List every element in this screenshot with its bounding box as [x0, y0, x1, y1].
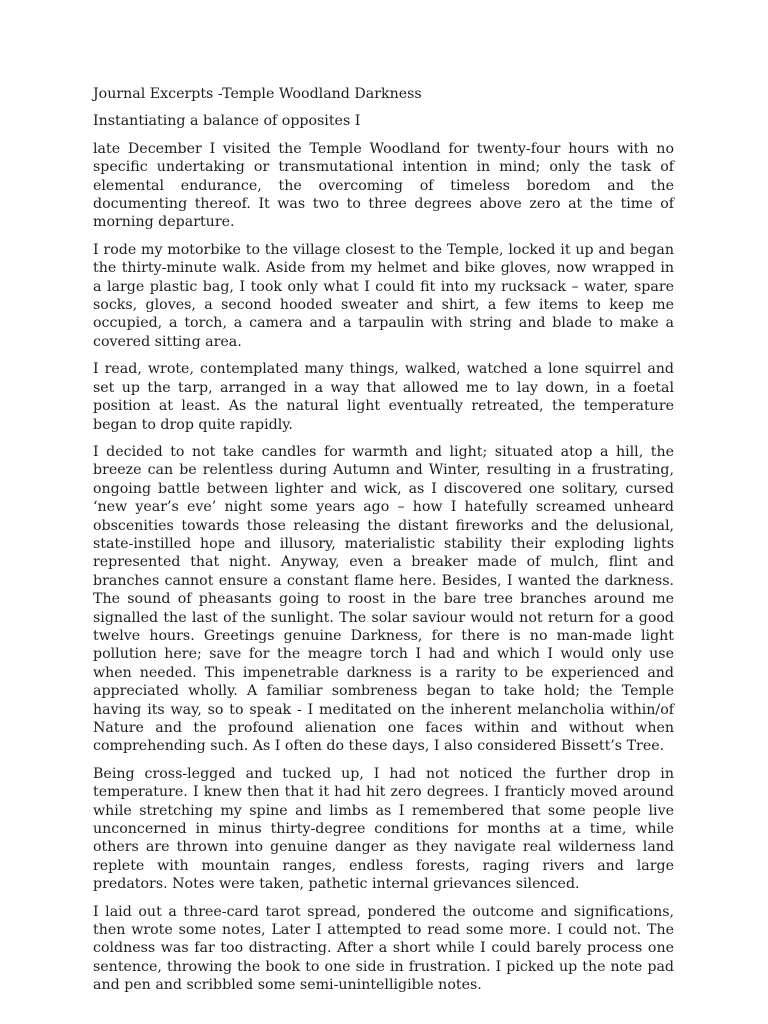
paragraph-4: I decided to not take candles for warmth and light; situated atop a hill, the breeze can be relentless during Autumn and Winter, resulting in a frustrating, ongoing battle between lighter and wick, as I discovered one solitary, cursed ‘new year’s eve’ night some years ago – how I hatefully screamed unheard obscenities towards those releasing the distant fireworks and the delusional, state-instilled hope and illusory, materialistic stability their exploding lights represented that night. Anyway, even a breaker made of mulch, flint and branches cannot ensure a constant flame here. Besides, I wanted the darkness. The sound of pheasants going to roost in the bare tree branches around me signalled the last of the sunlight. The solar saviour would not return for a good twelve hours. Greetings genuine Darkness, for there is no man-made light pollution here; save for the meagre torch I had and which I would only use when needed. This impenetrable darkness is a rarity to be experienced and appreciated wholly. A familiar sombreness began to take hold; the Temple having its way, so to speak - I meditated on the inherent melancholia within/of Nature and the profound alienation one faces within and without when comprehending such. As I often do these days, I also considered Bissett’s Tree. — [93, 443, 674, 755]
paragraph-2: I rode my motorbike to the village closest to the Temple, locked it up and began the thirty-minute walk. Aside from my helmet and bike gloves, now wrapped in a large plastic bag, I took only what I could fit into my rucksack – water, spare socks, gloves, a second hooded sweater and shirt, a few items to keep me occupied, a torch, a camera and a tarpaulin with string and blade to make a covered sitting area. — [93, 241, 674, 350]
paragraph-6: I laid out a three-card tarot spread, pondered the outcome and significations, then wrote some notes, Later I attempted to read some more. I could not. The coldness was far too distracting. After a short while I could barely process one sentence, throwing the book to one side in frustration. I picked up the note pad and pen and scribbled some semi-unintelligible notes. — [93, 903, 674, 994]
paragraph-1: late December I visited the Temple Woodland for twenty-four hours with no specific undertaking or transmutational intention in mind; only the task of elemental endurance, the overcoming of timeless boredom and the documenting thereof. It was two to three degrees above zero at the time of morning departure. — [93, 140, 674, 231]
document-subtitle: Instantiating a balance of opposites I — [93, 113, 361, 130]
paragraph-5: Being cross-legged and tucked up, I had not noticed the further drop in temperature. I knew then that it had hit zero degrees. I franticly moved around while stretching my spine and limbs as I remembered that some people live unconcerned in minus thirty-degree conditions for months at a time, while others are thrown into genuine danger as they navigate real wilderness land replete with mountain ranges, endless forests, raging rivers and large predators. Notes were taken, pathetic internal grievances silenced. — [93, 765, 674, 893]
document-page — [93, 85, 674, 1004]
document-title: Journal Excerpts -Temple Woodland Darkness — [93, 86, 422, 102]
paragraph-3: I read, wrote, contemplated many things, walked, watched a lone squirrel and set up the tarp, arranged in a way that allowed me to lay down, in a foetal position at least. As the natural light eventually retreated, the temperature began to drop quite rapidly. — [93, 361, 674, 433]
